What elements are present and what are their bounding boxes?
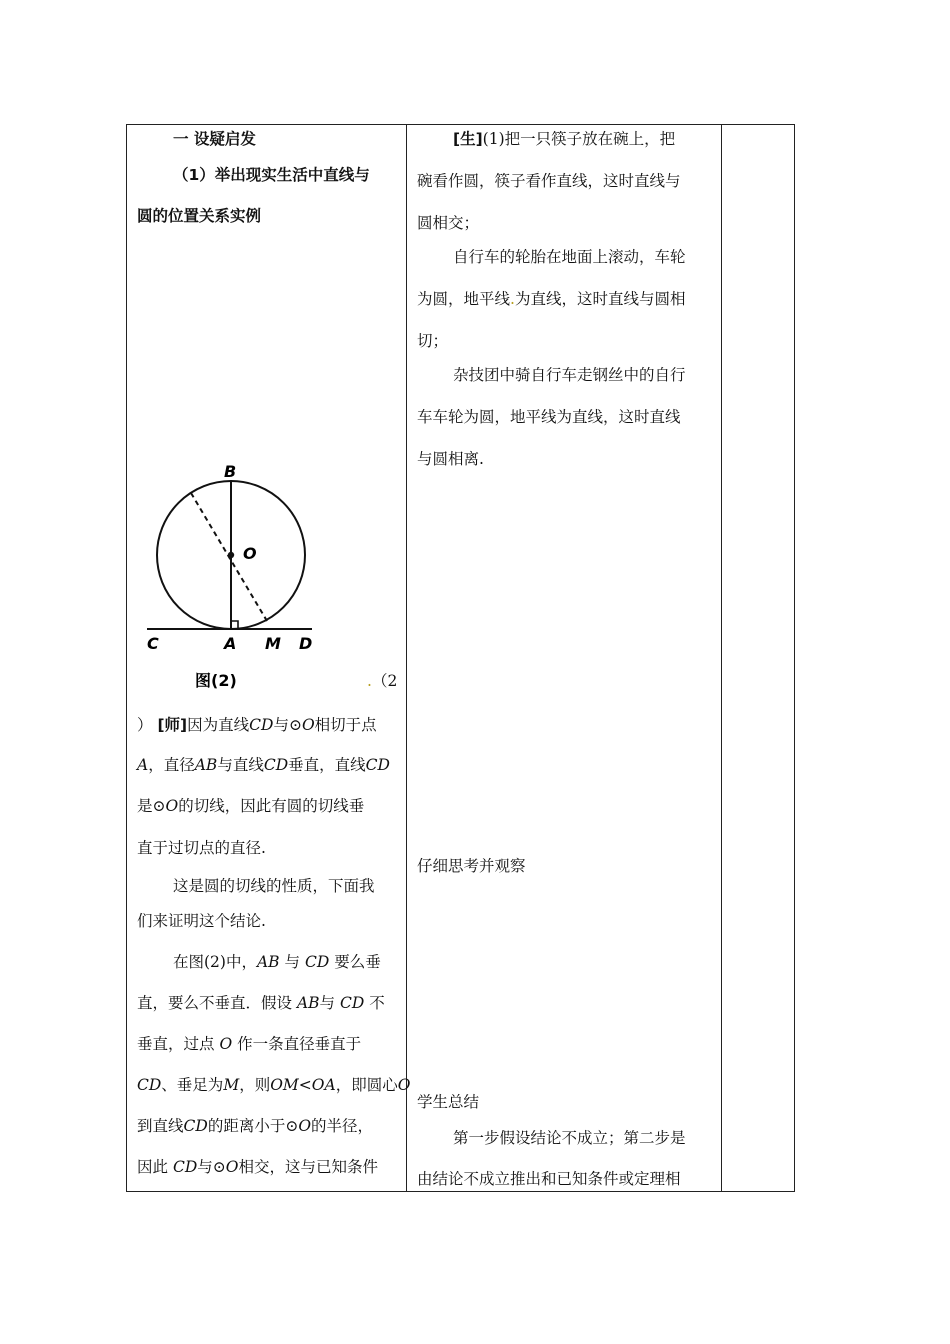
text-line: 们来证明这个结论. [137, 912, 266, 930]
text-line: CD、垂足为M，则OM<OA，即圆心O [137, 1076, 411, 1094]
text-line: [生](1)把一只筷子放在碗上，把 [453, 130, 676, 148]
text-line: 碗看作圆，筷子看作直线，这时直线与 [417, 172, 681, 190]
text-line: 与圆相离. [417, 450, 484, 468]
text-line: 到直线CD的距离小于⊙O的半径， [137, 1117, 374, 1135]
question-line: （1）举出现实生活中直线与 [173, 166, 370, 184]
summary-label: 学生总结 [417, 1093, 480, 1111]
text-line: 是⊙O的切线，因此有圆的切线垂 [137, 797, 365, 815]
observe-note: 仔细思考并观察 [417, 857, 526, 875]
label-o: O [243, 544, 257, 563]
text-line: 由结论不成立推出和已知条件或定理相 [417, 1170, 681, 1188]
text-line: 为圆，地平线.为直线，这时直线与圆相 [417, 290, 686, 308]
text-line: 直，要么不垂直．假设 AB与 CD 不 [137, 994, 385, 1012]
text-line: 圆相交； [417, 214, 480, 232]
text-line: 自行车的轮胎在地面上滚动，车轮 [453, 248, 686, 266]
label-c: C [147, 634, 159, 653]
text-line: 直于过切点的直径. [137, 839, 266, 857]
text-line: 切； [417, 332, 449, 350]
teacher-column [127, 125, 411, 1191]
text-line: A，直径AB与直线CD垂直，直线CD [137, 756, 390, 774]
section-heading: 一 设疑启发 [173, 130, 256, 148]
circle-tangent-figure [147, 461, 317, 691]
notes-column [722, 125, 794, 1191]
text-line: ） [师]因为直线CD与⊙O相切于点 [137, 716, 377, 734]
text-line: 杂技团中骑自行车走钢丝中的自行 [453, 366, 686, 384]
text-line: 在图(2)中，AB 与 CD 要么垂 [173, 953, 381, 971]
figure-caption: 图(2) [195, 671, 237, 690]
text-line: 垂直，过点 O 作一条直径垂直于 [137, 1035, 362, 1053]
center-point [228, 552, 234, 558]
label-b: B [224, 462, 237, 481]
text-line: 第一步假设结论不成立；第二步是 [453, 1129, 686, 1147]
label-d: D [299, 634, 313, 653]
label-m: M [265, 634, 281, 653]
text-line: 车车轮为圆，地平线为直线，这时直线 [417, 408, 681, 426]
figure-ref: .（2 [367, 672, 398, 690]
label-a: A [224, 634, 237, 653]
lesson-table [126, 124, 795, 1192]
text-line: 因此 CD与⊙O相交，这与已知条件 [137, 1158, 378, 1176]
text-line: 这是圆的切线的性质，下面我 [173, 877, 375, 895]
student-column [407, 125, 721, 1191]
question-line: 圆的位置关系实例 [137, 207, 262, 225]
